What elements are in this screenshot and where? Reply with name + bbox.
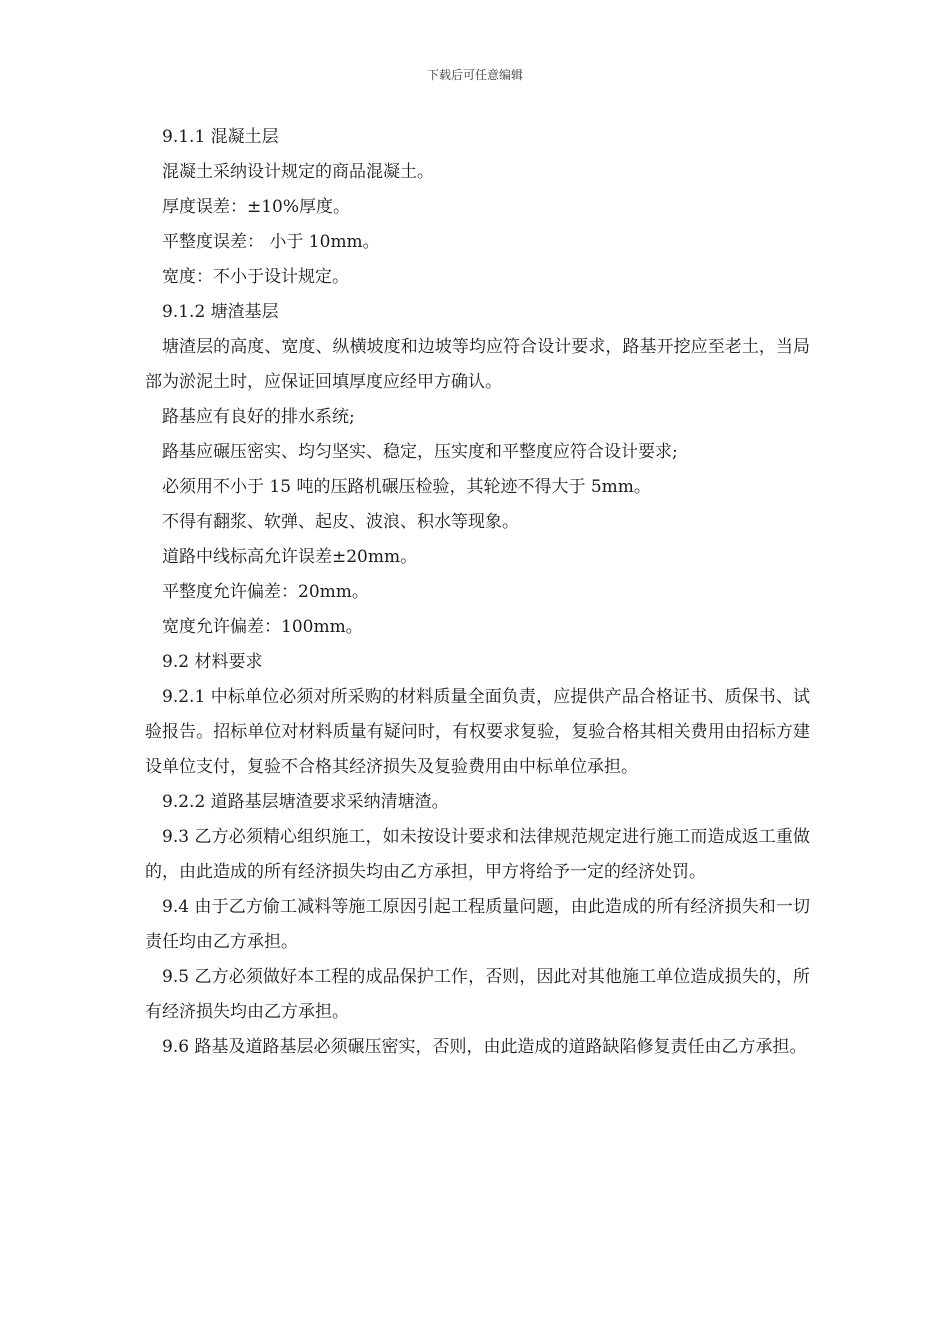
centerline-elevation-line: 道路中线标高允许误差±20mm。 — [162, 547, 418, 567]
header-note: 下载后可任意编辑 — [426, 68, 523, 82]
flatness-tolerance-line: 平整度误差： 小于 10mm。 — [162, 232, 380, 252]
thickness-tolerance-line: 厚度误差：±10%厚度。 — [162, 197, 351, 217]
section-9-1-1-heading: 9.1.1 混凝土层 — [162, 127, 279, 147]
width-spec-line: 宽度：不小于设计规定。 — [162, 267, 349, 287]
drainage-line: 路基应有良好的排水系统; — [162, 407, 355, 427]
flatness-deviation-line: 平整度允许偏差：20mm。 — [162, 582, 369, 602]
section-9-2-2-line: 9.2.2 道路基层塘渣要求采纳清塘渣。 — [162, 792, 449, 812]
section-9-1-2-heading: 9.1.2 塘渣基层 — [162, 302, 279, 322]
section-9-2-1-paragraph: 9.2.1 中标单位必须对所采购的材料质量全面负责，应提供产品合格证书、质保书、试验报告。招标单位对材料质量有疑问时，有权要求复验，复验合格其相关费用由招标方建设单位支付，复验不合格其经济损失及复验费用由中标单位承担。 — [145, 687, 810, 777]
section-9-2-heading: 9.2 材料要求 — [162, 652, 263, 672]
width-deviation-line: 宽度允许偏差：100mm。 — [162, 617, 363, 637]
section-9-3-paragraph: 9.3 乙方必须精心组织施工，如未按设计要求和法律规范规定进行施工而造成返工重做的，由此造成的所有经济损失均由乙方承担，甲方将给予一定的经济处罚。 — [145, 827, 810, 882]
compaction-line: 路基应碾压密实、均匀坚实、稳定，压实度和平整度应符合设计要求; — [162, 442, 678, 462]
concrete-spec-line: 混凝土采纳设计规定的商品混凝土。 — [162, 162, 434, 182]
defects-line: 不得有翻浆、软弹、起皮、波浪、积水等现象。 — [162, 512, 519, 532]
roller-test-line: 必须用不小于 15 吨的压路机碾压检验，其轮迹不得大于 5mm。 — [162, 477, 651, 497]
base-layer-paragraph: 塘渣层的高度、宽度、纵横坡度和边坡等均应符合设计要求，路基开挖应至老土，当局部为淤泥土时，应保证回填厚度应经甲方确认。 — [145, 337, 810, 392]
section-9-6-paragraph: 9.6 路基及道路基层必须碾压密实，否则，由此造成的道路缺陷修复责任由乙方承担。 — [162, 1037, 807, 1057]
section-9-5-paragraph: 9.5 乙方必须做好本工程的成品保护工作，否则，因此对其他施工单位造成损失的，所有经济损失均由乙方承担。 — [145, 967, 810, 1022]
section-9-4-paragraph: 9.4 由于乙方偷工减料等施工原因引起工程质量问题，由此造成的所有经济损失和一切责任均由乙方承担。 — [145, 897, 810, 952]
document-body — [145, 120, 810, 1065]
